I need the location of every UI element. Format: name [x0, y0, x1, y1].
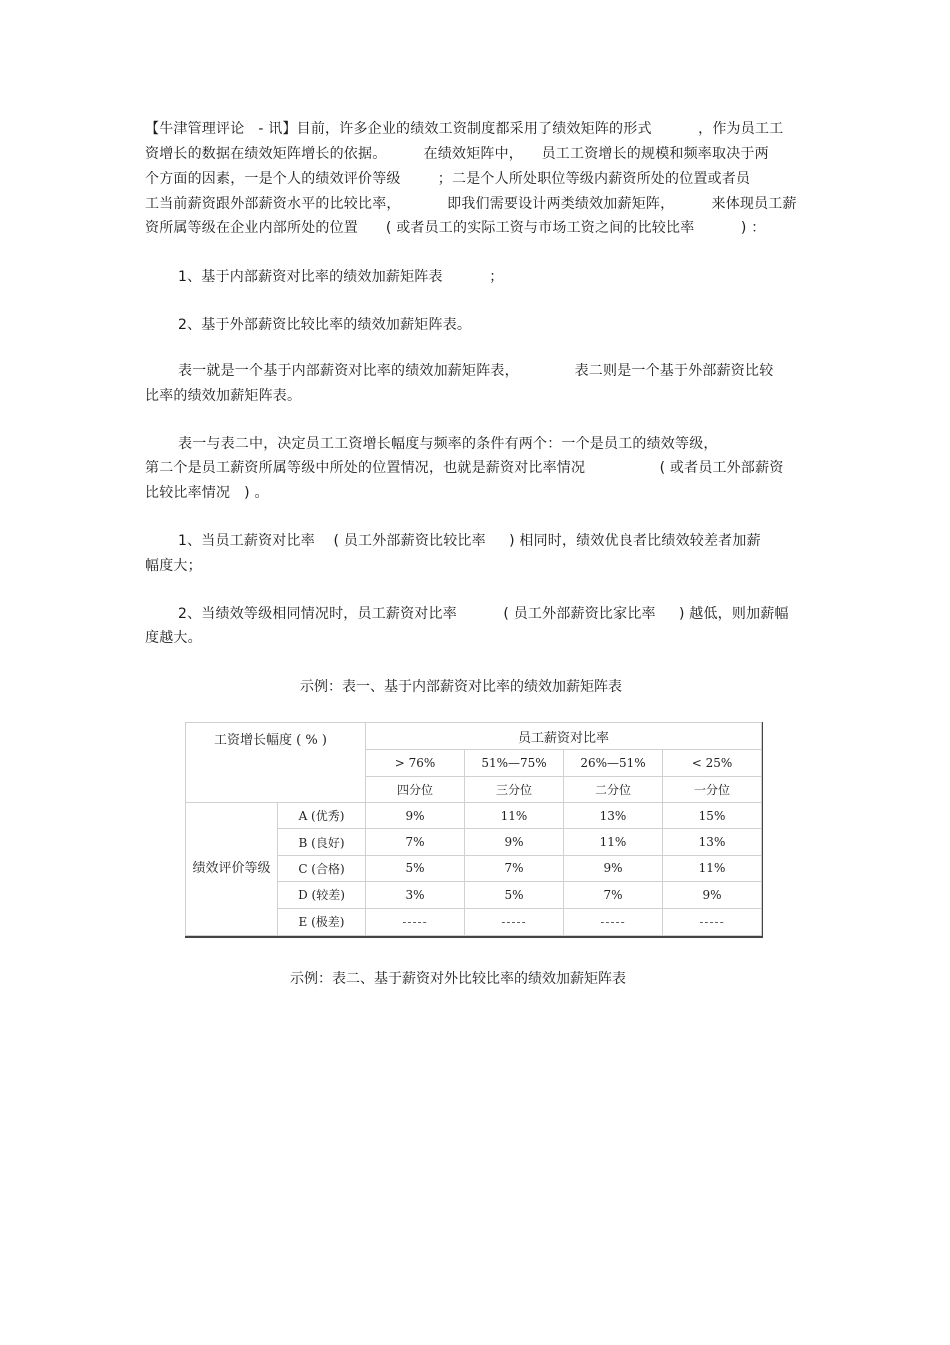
table-cell: 11% — [564, 829, 663, 855]
table-2-caption: 示例：表二、基于薪资对外比较比率的绩效加薪矩阵表 — [290, 971, 626, 987]
table-1-caption: 示例：表一、基于内部薪资对比率的绩效加薪矩阵表 — [300, 679, 622, 695]
paragraph-1-line-3: 个方面的因素，一是个人的绩效评价等级 ；二是个人所处职位等级内薪资所处的位置或者员 — [145, 171, 751, 187]
grade-label: C (合格) — [278, 855, 366, 881]
table-cell: 5% — [465, 882, 564, 908]
table-cell: 5% — [366, 855, 465, 881]
paragraph-4-line-2: 幅度大； — [145, 558, 202, 574]
paragraph-1-line-1: 【牛津管理评论 - 讯】目前，许多企业的绩效工资制度都采用了绩效矩阵的形式 ，作为员工工 — [145, 121, 784, 137]
paragraph-2-line-2: 比率的绩效加薪矩阵表。 — [145, 388, 302, 404]
table-cell: 9% — [663, 882, 762, 908]
paragraph-2-line-1: 表一就是一个基于内部薪资对比率的绩效加薪矩阵表， 表二则是一个基于外部薪资比较 — [178, 363, 774, 379]
grade-label: D (较差) — [278, 882, 366, 908]
paragraph-4-line-1: 1、当员工薪资对比率 ( 员工外部薪资比较比率 ) 相同时，绩效优良者比绩效较差者加薪 — [178, 533, 761, 549]
table-cell: 7% — [465, 855, 564, 881]
paragraph-3-line-2: 第二个是员工薪资所属等级中所处的位置情况，也就是薪资对比率情况 ( 或者员工外部薪资 — [145, 460, 784, 476]
table-cell: 3% — [366, 882, 465, 908]
table-cell: 11% — [465, 803, 564, 829]
table-cell: ----- — [663, 908, 762, 935]
table-cell: 9% — [564, 855, 663, 881]
paragraph-1-line-5: 资所属等级在企业内部所处的位置 ( 或者员工的实际工资与市场工资之间的比较比率 ) ： — [145, 220, 766, 236]
quartile-header: 二分位 — [564, 776, 663, 802]
ratio-range-header: 26%—51% — [564, 750, 663, 776]
table-cell: 13% — [663, 829, 762, 855]
table-cell: ----- — [564, 908, 663, 935]
table-cell: 7% — [564, 882, 663, 908]
table-cell: ----- — [366, 908, 465, 935]
grade-label: E (极差) — [278, 908, 366, 935]
table-cell: 9% — [465, 829, 564, 855]
paragraph-1-line-4: 工当前薪资跟外部薪资水平的比较比率， 即我们需要设计两类绩效加薪矩阵， 来体现员工薪 — [145, 196, 797, 212]
table-cell: 13% — [564, 803, 663, 829]
ratio-group-header: 员工薪资对比率 — [366, 723, 762, 750]
table-cell: ----- — [465, 908, 564, 935]
paragraph-3-line-1: 表一与表二中，决定员工工资增长幅度与频率的条件有两个：一个是员工的绩效等级， — [178, 436, 718, 452]
table-cell: 11% — [663, 855, 762, 881]
ratio-range-header: > 76% — [366, 750, 465, 776]
grade-label: B (良好) — [278, 829, 366, 855]
row-group-header: 绩效评价等级 — [186, 803, 278, 936]
paragraph-5-line-1: 2、当绩效等级相同情况时，员工薪资对比率 ( 员工外部薪资比家比率 ) 越低，则加薪幅 — [178, 606, 789, 622]
ratio-range-header: 51%—75% — [465, 750, 564, 776]
paragraph-1-line-2: 资增长的数据在绩效矩阵增长的依据。 在绩效矩阵中， 员工工资增长的规模和频率取决于两 — [145, 146, 769, 162]
table-row — [186, 803, 762, 829]
table-1-image — [185, 722, 763, 938]
merit-pay-matrix-table — [185, 722, 762, 936]
quartile-header: 一分位 — [663, 776, 762, 802]
table-cell: 15% — [663, 803, 762, 829]
table-cell: 9% — [366, 803, 465, 829]
table-cell: 7% — [366, 829, 465, 855]
quartile-header: 三分位 — [465, 776, 564, 802]
list-item-1: 1、基于内部薪资对比率的绩效加薪矩阵表 ； — [178, 269, 504, 285]
list-item-2: 2、基于外部薪资比较比率的绩效加薪矩阵表。 — [178, 317, 472, 333]
paragraph-3-line-3: 比较比率情况 ) 。 — [145, 485, 269, 501]
paragraph-5-line-2: 度越大。 — [145, 630, 202, 646]
corner-header: 工资增长幅度 ( % ) — [186, 723, 366, 803]
ratio-range-header: < 25% — [663, 750, 762, 776]
quartile-header: 四分位 — [366, 776, 465, 802]
grade-label: A (优秀) — [278, 803, 366, 829]
